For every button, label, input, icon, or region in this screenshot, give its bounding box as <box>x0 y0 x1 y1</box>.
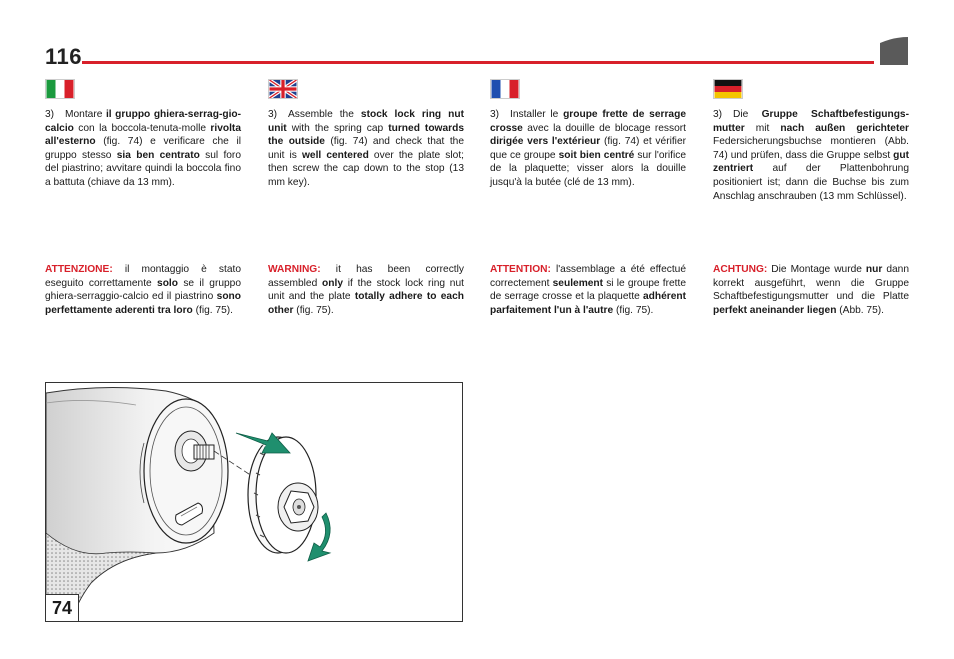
emphasis-text: only <box>322 277 343 289</box>
step-number: 3) <box>268 109 278 120</box>
emphasis-text: groupe frette de serrage crosse <box>490 109 686 134</box>
emphasis-text: sia ben centrato <box>116 149 200 161</box>
warning-paragraph <box>713 263 909 317</box>
step-number: 3) <box>45 109 55 120</box>
emphasis-text: solo <box>157 277 178 289</box>
instruction-paragraph <box>490 108 686 190</box>
body-text: il montaggio è stato eseguito correttamente <box>45 264 241 289</box>
body-text: auf der Plattenbohrung positioniert ist; dann die Buchse bis zum Anschlag anschrauben (13 mm Schlüssel). <box>713 163 909 202</box>
warning-label: ACHTUNG: <box>713 264 768 275</box>
germany-flag-icon <box>713 79 743 99</box>
figure-number: 74 <box>46 594 79 621</box>
corner-tab-icon <box>880 37 908 65</box>
warning-paragraph <box>45 263 241 317</box>
step-number: 3) <box>490 109 500 120</box>
header-rule <box>82 61 874 64</box>
body-text: if the stock lock ring nut unit and the plate <box>268 277 464 303</box>
uk-flag-icon <box>268 79 298 99</box>
body-text: avec la douille de blocage ressort <box>522 122 686 134</box>
body-text: (fig. 75). <box>192 304 233 316</box>
body-text: sul foro del piastrino; avvitare quindi la boccola fino a battuta (chiave da 13 mm). <box>45 149 241 188</box>
body-text: (Abb. 75). <box>836 304 884 316</box>
france-flag-icon <box>490 79 520 99</box>
emphasis-text: gut zentriert <box>713 149 909 175</box>
emphasis-text: dirigée vers l'extérieur <box>490 136 601 148</box>
warning-label: ATTENZIONE: <box>45 264 113 275</box>
emphasis-text: Gruppe Schaftbefestigungs-mutter <box>713 109 909 134</box>
emphasis-text: rivolta all'esterno <box>45 122 241 148</box>
emphasis-text: totally adhere to each other <box>268 291 464 316</box>
emphasis-text: sono perfettamente aderenti tra loro <box>45 291 241 316</box>
page-number: 116 <box>45 44 82 69</box>
emphasis-text: seulement <box>552 277 604 289</box>
instruction-paragraph <box>268 108 464 190</box>
body-text: it has been correctly assembled <box>268 264 464 289</box>
figure-74 <box>45 382 463 622</box>
emphasis-text: turned towards the outside <box>268 122 464 148</box>
body-text: dann korrekt ausgeführt, wenn die Gruppe Schaftbefestigungsmutter und die Platte <box>713 264 909 303</box>
body-text: Montare <box>65 109 106 120</box>
emphasis-text: nach außen gerichteter <box>780 122 909 134</box>
body-text: Installer le <box>510 109 564 120</box>
body-text: (fig. 74) e verificare che il gruppo stesso <box>45 136 241 161</box>
body-text: (fig. 75). <box>613 304 654 316</box>
body-text: sur l'orifice de la plaquette; visser alors la douille jusqu'à la butée (clé de 13 mm). <box>490 149 686 188</box>
body-text: mit <box>744 122 781 134</box>
emphasis-text: adhérent parfaitement l'un à l'autre <box>490 291 686 316</box>
warning-label: ATTENTION: <box>490 264 551 275</box>
emphasis-text: well centered <box>302 149 369 161</box>
emphasis-text: il gruppo ghiera-serrag-gio-calcio <box>45 109 242 134</box>
body-text: Die <box>733 109 762 120</box>
body-text: (fig. 74) and check that the unit is <box>268 136 464 161</box>
body-text: (fig. 75). <box>293 304 334 316</box>
body-text: Assemble the <box>288 109 361 120</box>
emphasis-text: nur <box>865 264 883 275</box>
body-text: se il gruppo ghiera-serraggio-calcio ed il piastrino <box>45 277 242 303</box>
body-text: con la boccola-tenuta-molle <box>73 122 211 134</box>
instruction-paragraph <box>713 108 909 203</box>
stock-ring-nut-illustration <box>46 383 463 622</box>
italy-flag-icon <box>45 79 75 99</box>
body-text: si le groupe frette de serrage crosse et la plaquette <box>490 277 687 303</box>
emphasis-text: perfekt aneinander liegen <box>713 304 837 316</box>
warning-paragraph <box>268 263 464 317</box>
emphasis-text: soit bien centré <box>558 149 635 161</box>
instruction-paragraph <box>45 108 241 190</box>
body-text: Federsicherungsbuchse montieren (Abb. 74) und prüfen, dass die Gruppe selbst <box>713 136 909 161</box>
warning-paragraph <box>490 263 686 317</box>
emphasis-text: stock lock ring nut unit <box>268 109 464 134</box>
step-number: 3) <box>713 109 723 120</box>
body-text: (fig. 74) et vérifier que ce groupe <box>490 136 686 161</box>
body-text: with the spring cap <box>286 122 389 134</box>
body-text: over the plate slot; then screw the cap down to the stop (13 mm key). <box>268 149 464 188</box>
warning-label: WARNING: <box>268 264 321 275</box>
body-text: Die Montage wurde <box>767 264 866 275</box>
body-text: l'assemblage a été effectué correctement <box>490 264 686 289</box>
